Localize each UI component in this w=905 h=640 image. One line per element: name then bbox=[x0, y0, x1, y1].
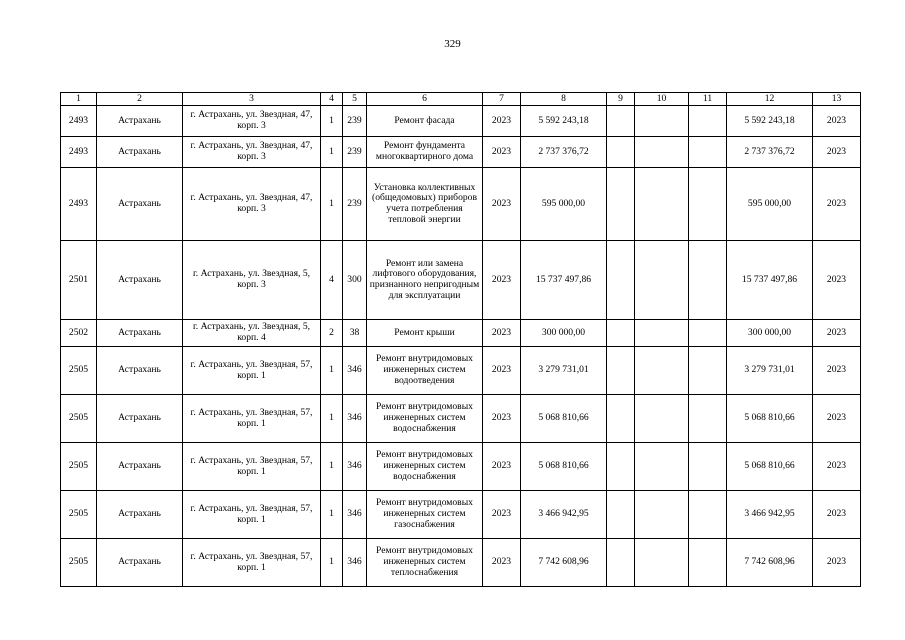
column-header: 2 bbox=[97, 93, 183, 106]
col11-cell bbox=[689, 443, 727, 491]
col11-cell bbox=[689, 168, 727, 241]
table-row bbox=[61, 443, 861, 491]
col10-cell bbox=[635, 320, 689, 347]
address-cell: г. Астрахань, ул. Звездная, 57, корп. 1 bbox=[183, 539, 321, 587]
cost-cell: 2 737 376,72 bbox=[521, 137, 607, 168]
col5-cell: 346 bbox=[343, 491, 367, 539]
cost-cell: 3 466 942,95 bbox=[521, 491, 607, 539]
col4-cell: 1 bbox=[321, 168, 343, 241]
col5-cell: 346 bbox=[343, 347, 367, 395]
cost-cell: 595 000,00 bbox=[521, 168, 607, 241]
col5-cell: 239 bbox=[343, 168, 367, 241]
column-header: 4 bbox=[321, 93, 343, 106]
city-cell: Астрахань bbox=[97, 137, 183, 168]
completion-year-cell: 2023 bbox=[813, 320, 861, 347]
completion-year-cell: 2023 bbox=[813, 539, 861, 587]
address-cell: г. Астрахань, ул. Звездная, 5, корп. 3 bbox=[183, 241, 321, 320]
col9-cell bbox=[607, 106, 635, 137]
column-header: 12 bbox=[727, 93, 813, 106]
col10-cell bbox=[635, 443, 689, 491]
table-row bbox=[61, 347, 861, 395]
col9-cell bbox=[607, 241, 635, 320]
city-cell: Астрахань bbox=[97, 539, 183, 587]
year-cell: 2023 bbox=[483, 347, 521, 395]
total-cell: 3 279 731,01 bbox=[727, 347, 813, 395]
address-cell: г. Астрахань, ул. Звездная, 47, корп. 3 bbox=[183, 168, 321, 241]
completion-year-cell: 2023 bbox=[813, 106, 861, 137]
cost-cell: 15 737 497,86 bbox=[521, 241, 607, 320]
city-cell: Астрахань bbox=[97, 320, 183, 347]
table-row bbox=[61, 395, 861, 443]
year-cell: 2023 bbox=[483, 320, 521, 347]
column-header: 13 bbox=[813, 93, 861, 106]
table-row bbox=[61, 168, 861, 241]
city-cell: Астрахань bbox=[97, 241, 183, 320]
col11-cell bbox=[689, 491, 727, 539]
year-cell: 2023 bbox=[483, 106, 521, 137]
table-row bbox=[61, 491, 861, 539]
cost-cell: 7 742 608,96 bbox=[521, 539, 607, 587]
work-type-cell: Ремонт внутридомовых инженерных систем водоснабжения bbox=[367, 395, 483, 443]
cost-cell: 5 068 810,66 bbox=[521, 395, 607, 443]
work-type-cell: Ремонт внутридомовых инженерных систем водоснабжения bbox=[367, 443, 483, 491]
total-cell: 5 068 810,66 bbox=[727, 395, 813, 443]
house-id-cell: 2493 bbox=[61, 106, 97, 137]
col10-cell bbox=[635, 168, 689, 241]
completion-year-cell: 2023 bbox=[813, 168, 861, 241]
city-cell: Астрахань bbox=[97, 168, 183, 241]
column-header: 6 bbox=[367, 93, 483, 106]
total-cell: 3 466 942,95 bbox=[727, 491, 813, 539]
house-id-cell: 2505 bbox=[61, 491, 97, 539]
house-id-cell: 2505 bbox=[61, 443, 97, 491]
cost-cell: 300 000,00 bbox=[521, 320, 607, 347]
column-header: 10 bbox=[635, 93, 689, 106]
col11-cell bbox=[689, 241, 727, 320]
col4-cell: 2 bbox=[321, 320, 343, 347]
house-id-cell: 2505 bbox=[61, 395, 97, 443]
column-header: 7 bbox=[483, 93, 521, 106]
col4-cell: 4 bbox=[321, 241, 343, 320]
col9-cell bbox=[607, 320, 635, 347]
cost-cell: 5 068 810,66 bbox=[521, 443, 607, 491]
col9-cell bbox=[607, 491, 635, 539]
work-type-cell: Ремонт внутридомовых инженерных систем газоснабжения bbox=[367, 491, 483, 539]
address-cell: г. Астрахань, ул. Звездная, 47, корп. 3 bbox=[183, 106, 321, 137]
table-header-row bbox=[61, 93, 861, 106]
column-header: 5 bbox=[343, 93, 367, 106]
city-cell: Астрахань bbox=[97, 106, 183, 137]
total-cell: 5 592 243,18 bbox=[727, 106, 813, 137]
col5-cell: 300 bbox=[343, 241, 367, 320]
table-row bbox=[61, 320, 861, 347]
completion-year-cell: 2023 bbox=[813, 491, 861, 539]
address-cell: г. Астрахань, ул. Звездная, 57, корп. 1 bbox=[183, 395, 321, 443]
completion-year-cell: 2023 bbox=[813, 241, 861, 320]
work-type-cell: Ремонт фасада bbox=[367, 106, 483, 137]
house-id-cell: 2505 bbox=[61, 539, 97, 587]
work-type-cell: Ремонт внутридомовых инженерных систем теплоснабжения bbox=[367, 539, 483, 587]
column-header: 9 bbox=[607, 93, 635, 106]
completion-year-cell: 2023 bbox=[813, 443, 861, 491]
col11-cell bbox=[689, 539, 727, 587]
col9-cell bbox=[607, 168, 635, 241]
city-cell: Астрахань bbox=[97, 395, 183, 443]
col4-cell: 1 bbox=[321, 395, 343, 443]
year-cell: 2023 bbox=[483, 539, 521, 587]
col5-cell: 38 bbox=[343, 320, 367, 347]
col5-cell: 239 bbox=[343, 106, 367, 137]
city-cell: Астрахань bbox=[97, 443, 183, 491]
house-id-cell: 2493 bbox=[61, 168, 97, 241]
repair-registry-table bbox=[60, 92, 861, 587]
work-type-cell: Ремонт крыши bbox=[367, 320, 483, 347]
col4-cell: 1 bbox=[321, 106, 343, 137]
col10-cell bbox=[635, 491, 689, 539]
col4-cell: 1 bbox=[321, 137, 343, 168]
col5-cell: 346 bbox=[343, 395, 367, 443]
column-header: 8 bbox=[521, 93, 607, 106]
total-cell: 2 737 376,72 bbox=[727, 137, 813, 168]
col4-cell: 1 bbox=[321, 443, 343, 491]
work-type-cell: Ремонт или замена лифтового оборудования, признанного непригодным для эксплуатации bbox=[367, 241, 483, 320]
col10-cell bbox=[635, 539, 689, 587]
col5-cell: 346 bbox=[343, 443, 367, 491]
column-header: 1 bbox=[61, 93, 97, 106]
col10-cell bbox=[635, 137, 689, 168]
house-id-cell: 2501 bbox=[61, 241, 97, 320]
col11-cell bbox=[689, 395, 727, 443]
house-id-cell: 2502 bbox=[61, 320, 97, 347]
year-cell: 2023 bbox=[483, 168, 521, 241]
col4-cell: 1 bbox=[321, 491, 343, 539]
col11-cell bbox=[689, 320, 727, 347]
col11-cell bbox=[689, 106, 727, 137]
cost-cell: 3 279 731,01 bbox=[521, 347, 607, 395]
work-type-cell: Ремонт внутридомовых инженерных систем водоотведения bbox=[367, 347, 483, 395]
table-row bbox=[61, 241, 861, 320]
col9-cell bbox=[607, 539, 635, 587]
year-cell: 2023 bbox=[483, 491, 521, 539]
col11-cell bbox=[689, 347, 727, 395]
col10-cell bbox=[635, 395, 689, 443]
total-cell: 5 068 810,66 bbox=[727, 443, 813, 491]
col10-cell bbox=[635, 347, 689, 395]
col9-cell bbox=[607, 443, 635, 491]
house-id-cell: 2505 bbox=[61, 347, 97, 395]
address-cell: г. Астрахань, ул. Звездная, 47, корп. 3 bbox=[183, 137, 321, 168]
total-cell: 7 742 608,96 bbox=[727, 539, 813, 587]
work-type-cell: Установка коллективных (общедомовых) приборов учета потребления тепловой энергии bbox=[367, 168, 483, 241]
year-cell: 2023 bbox=[483, 443, 521, 491]
completion-year-cell: 2023 bbox=[813, 347, 861, 395]
table-row bbox=[61, 106, 861, 137]
year-cell: 2023 bbox=[483, 137, 521, 168]
completion-year-cell: 2023 bbox=[813, 137, 861, 168]
city-cell: Астрахань bbox=[97, 347, 183, 395]
year-cell: 2023 bbox=[483, 395, 521, 443]
city-cell: Астрахань bbox=[97, 491, 183, 539]
total-cell: 15 737 497,86 bbox=[727, 241, 813, 320]
col9-cell bbox=[607, 137, 635, 168]
table-row bbox=[61, 539, 861, 587]
col4-cell: 1 bbox=[321, 347, 343, 395]
address-cell: г. Астрахань, ул. Звездная, 57, корп. 1 bbox=[183, 347, 321, 395]
address-cell: г. Астрахань, ул. Звездная, 57, корп. 1 bbox=[183, 491, 321, 539]
column-header: 11 bbox=[689, 93, 727, 106]
page-number: 329 bbox=[444, 38, 461, 50]
address-cell: г. Астрахань, ул. Звездная, 5, корп. 4 bbox=[183, 320, 321, 347]
table-row bbox=[61, 137, 861, 168]
col5-cell: 239 bbox=[343, 137, 367, 168]
completion-year-cell: 2023 bbox=[813, 395, 861, 443]
work-type-cell: Ремонт фундамента многоквартирного дома bbox=[367, 137, 483, 168]
column-header: 3 bbox=[183, 93, 321, 106]
col11-cell bbox=[689, 137, 727, 168]
col10-cell bbox=[635, 241, 689, 320]
address-cell: г. Астрахань, ул. Звездная, 57, корп. 1 bbox=[183, 443, 321, 491]
year-cell: 2023 bbox=[483, 241, 521, 320]
house-id-cell: 2493 bbox=[61, 137, 97, 168]
cost-cell: 5 592 243,18 bbox=[521, 106, 607, 137]
total-cell: 595 000,00 bbox=[727, 168, 813, 241]
col10-cell bbox=[635, 106, 689, 137]
total-cell: 300 000,00 bbox=[727, 320, 813, 347]
col9-cell bbox=[607, 395, 635, 443]
col9-cell bbox=[607, 347, 635, 395]
col5-cell: 346 bbox=[343, 539, 367, 587]
col4-cell: 1 bbox=[321, 539, 343, 587]
